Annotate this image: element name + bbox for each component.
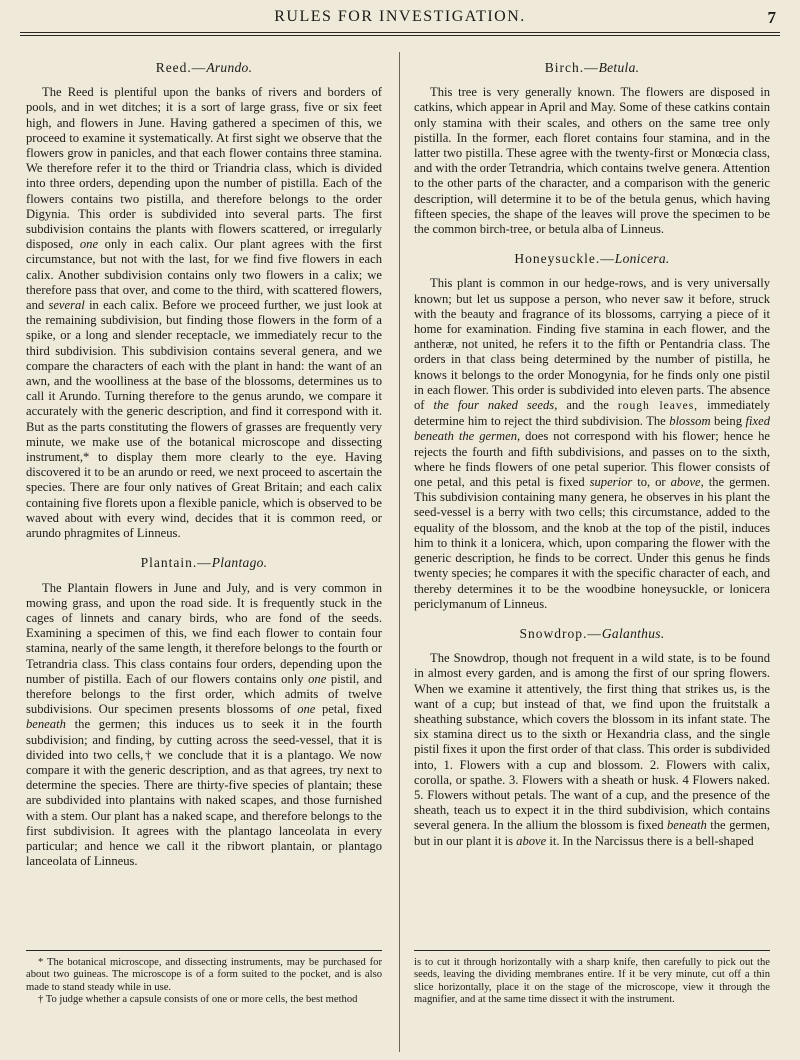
paragraph-honeysuckle xyxy=(414,276,770,611)
emphasis: superior xyxy=(589,475,633,490)
section-title: Reed.— xyxy=(155,60,207,75)
right-column xyxy=(414,60,770,849)
section-latin: Plantago. xyxy=(211,555,268,571)
text-run: pistil, and therefore belongs to the first order, which admits of twelve subdivisions. Our specimen presents blossoms of xyxy=(26,671,382,717)
emphasis: several xyxy=(48,298,85,313)
footnotes-left xyxy=(26,957,382,1007)
footnotes-right xyxy=(414,957,770,1007)
emphasis: beneath xyxy=(26,717,66,732)
section-title: Snowdrop.— xyxy=(519,625,602,641)
section-title: Honeysuckle.— xyxy=(514,251,615,267)
footnote-capsule: † To judge whether a capsule consists of one or more cells, the best method xyxy=(38,994,358,1006)
emphasis: one xyxy=(297,702,316,717)
section-head-birch xyxy=(414,60,770,75)
section-head-plantain xyxy=(26,555,382,570)
text-run: the germen, but in our plant it is xyxy=(414,818,770,848)
text-run: This plant is common in our hedge-rows, and is very universally known; but let us suppose a person, who never saw it before, struck with the beauty and fragrance of its blossoms, carrying a piece of it home for examination. Finding five stamina in each flower, and the antheræ, not united, he refers it to the fifth or Pentandria class. The orders in that class being determined by the number of pistilla, he knows it belongs to the order Monogynia, for he finds only one pistil in each flower. This order is subdivided into eleven parts. The absence of xyxy=(414,276,770,413)
text-run: The Reed is plentiful upon the banks of rivers and borders of pools, and in wet ditches; it is a sort of large grass, five or six feet high, and flowers in June. Having gathered a specimen of this, we proceed to examine it systematically. At first sight we observe that the flowers grow in panicles, and that each flower contains three stamina. We therefore refer it to the third or Triandria class, which is divided into three orders, depending upon the number of pistilla. Each of the flowers contains two pistilla, and therefore belongs to the order Digynia. This order is subdivided into several parts. The first subdivision contains the plants with flowers scattered, or irregularly disposed, xyxy=(26,85,382,252)
text-run: immediately determine him to reject the third subdivision. The xyxy=(414,398,771,429)
small-caps: rough leaves, xyxy=(617,400,699,413)
section-latin: Galanthus. xyxy=(601,625,665,641)
section-head-honeysuckle xyxy=(414,251,770,266)
footnote-rule-left xyxy=(26,950,382,951)
column-separator xyxy=(399,52,400,1052)
header-rule-thin xyxy=(20,35,780,36)
section-latin: Lonicera. xyxy=(614,251,670,267)
emphasis: the four naked seeds, xyxy=(433,398,558,413)
emphasis: beneath xyxy=(666,818,707,833)
emphasis: one xyxy=(308,671,327,686)
footnote-microscope: * The botanical microscope, and dissecting instruments, may be purchased for about two guineas. The microscope is of a form suited to the pocket, and is also made to stand steady while in use. xyxy=(26,957,382,993)
emphasis: blossom xyxy=(669,414,711,429)
section-title: Birch.— xyxy=(544,60,599,75)
emphasis: above, xyxy=(670,475,704,490)
text-run: petal, fixed xyxy=(321,702,382,717)
section-latin: Arundo. xyxy=(206,60,253,75)
emphasis: one xyxy=(79,237,99,252)
paragraph-plantain xyxy=(26,581,382,870)
section-head-snowdrop xyxy=(414,626,770,641)
text-run: The Snowdrop, though not frequent in a wild state, is to be found in almost every garden, and is among the first of our spring flowers. When we examine it attentively, the first thing that strikes us, is the want of a cup; but instead of that, we find upon the fruitstalk a sheathing substance, which covers the blossom in its infant state. The six stamina direct us to the sixth or Hexandria class, and the single pistil fixes it upon the first order of that class. This order is subdivided into, 1. Flowers with a cup and blossom. 2. Flowers with calix, corolla, or spathe. 3. Flowers with a sheath or husk. 4 Flowers naked. 5. Flowers without petals. The want of a cup, and the presence of the sheath, teach us to expect it in the third subdivision, which contains several genera. In the allium the blossom is fixed xyxy=(414,651,770,833)
paragraph-reed xyxy=(26,85,382,541)
paragraph-birch: This tree is very generally known. The flowers are disposed in catkins, which appear in April and May. Some of these catkins contain only stamina with their scales, and others on the same tree only pistilla. In the former, each floret contains four stamina, and in the latter two pistilla. These agree with the twenty-first or Monœcia class, and with the order Tetrandria, which contains twelve genera. Attention to the other parts of the character, and a comparison with the generic description, will determine it to be of the betula genus, which having fifteen species, the shape of the leaves will prove the specimen to be the common birch-tree, or betula alba of Linneus. xyxy=(414,85,770,237)
text-run: does not correspond with his flower; hence he rejects the fourth and fifth subdivisions, and passes on to the sixth, where he finds flowers of one petal superior. This flower consists of one petal, and this petal is fixed xyxy=(414,429,770,490)
text-run: to, or xyxy=(637,475,666,490)
emphasis: above xyxy=(516,833,547,848)
text-run: The Plantain flowers in June and July, and is very common in mowing grass, and upon the road side. It is frequently stuck in the cages of linnets and canary birds, who are fond of the seeds. Examining a specimen of this, we find each flower to contain four stamina, nearly of the same length, it therefore belongs to the fourth or Tetrandria class. This class contains four orders, depending upon the number of pistilla. Each of our flowers contains only xyxy=(26,580,383,686)
text-run: and the xyxy=(566,398,609,413)
emphasis: fixed beneath the germen, xyxy=(414,414,770,444)
running-title: RULES FOR INVESTIGATION. xyxy=(274,8,526,25)
section-title: Plantain.— xyxy=(140,555,212,571)
footnote-continuation: is to cut it through horizontally with a sharp knife, then carefully to pick out the seeds, leaving the dividing membranes entire. If it be very minute, cut off a thin slice horizontally, place it on the stage of the microscope, view it through the magnifier, and at the same time dissect it with the instrument. xyxy=(414,957,770,1006)
header-rule xyxy=(20,32,780,33)
section-latin: Betula. xyxy=(598,60,640,75)
text-run: the germen. This subdivision containing many genera, he observes in his plant the seed-vessel is a berry with two cells; this circumstance, added to the equality of the blossom, and the knob at the top of the pistil, induces him to think it a lonicera, which, upon comparing the flower with the generic description, he finds to be correct. Under this genus he finds twenty species; he compares it with the specific character of each, and thereby determines it to be the woodbine honeysuckle, or lonicera periclymanum of Linneus. xyxy=(414,475,770,611)
left-column xyxy=(26,60,382,869)
running-head xyxy=(20,8,780,34)
section-head-reed xyxy=(26,60,382,75)
text-run: only in each calix. Our plant agrees with the first circumstance, but not with the last, for we find five flowers in each calix. Another subdivision contains only two flowers in a calix; we therefore pass that over, and come to the third, with scattered flowers, and xyxy=(26,237,382,313)
paragraph-snowdrop xyxy=(414,651,770,849)
text-run: the germen; this induces us to seek it in the fourth subdivision; and finding, by cutting across the seed-vessel, that it is divided into two cells,† we conclude that it is a plantago. We now compare it with the generic description, and as that agrees, try next to determine the species. There are thirty-five species of plantain; these are subdivided into plantains with naked scapes, and those furnished with a stem. Our plant has a naked scape, and therefore belongs to the first subdivision. It agrees with the plantago lanceolata in every particular; and hence we call it the ribwort plantain, or plantago lanceolata of Linneus. xyxy=(26,717,383,869)
text-run: in each calix. Before we proceed further, we just look at the remaining subdivision, but finding those flowers in the form of a spike, or a long and slender receptacle, we immediately recur to the third subdivision. This subdivision contains several genera, and we compare the characters of each with the plant in hand: the want of an awn, and the woolliness at the base of the blossoms, determines us to call it Arundo. Turning therefore to the genus arundo, we compare it accurately with the generic description, and find it correspond with it. But as the parts constituting the flowers of grasses are frequently very minute, we make use of the botanical microscope and dissecting instrument,* to display them more clearly to the eye. Having discovered it to be an arundo or reed, we next proceed to ascertain the species. There are four only natives of Great Britain; and each calix containing five florets upon a flexible panicle, which is observed to be waved about with every wind, decides that it is common reed, or arundo phragmites of Linneus. xyxy=(26,298,382,541)
text-run: being xyxy=(714,414,743,429)
text-run: it. In the Narcissus there is a bell-shaped xyxy=(549,833,754,848)
footnote-rule-right xyxy=(414,950,770,951)
page-number: 7 xyxy=(767,8,776,27)
